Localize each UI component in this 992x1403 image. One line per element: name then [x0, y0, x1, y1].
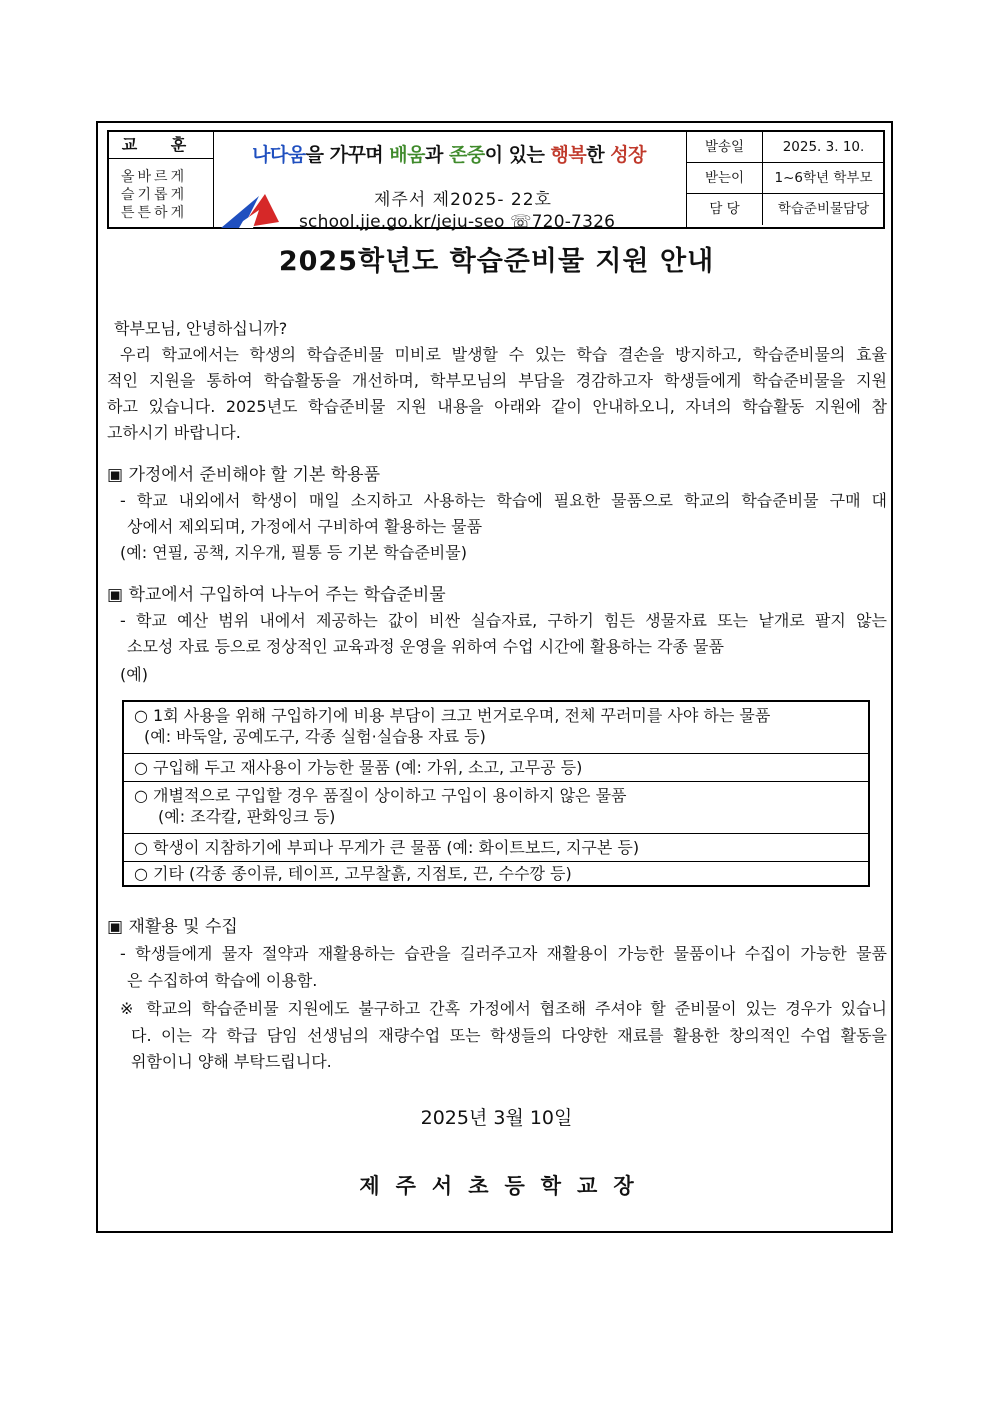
- notice-text: 다. 이는 각 학급 담임 선생님의 재량수업 또는 학생들의 다양한 재료를 활용한 창의적인 수업 활동을: [131, 1026, 887, 1045]
- issue-date: 2025년 3월 10일: [420, 1107, 573, 1129]
- example-row: [124, 862, 868, 885]
- section-heading-recycling: ▣ 재활용 및 수집: [107, 917, 238, 937]
- meta-key: 받는이: [687, 163, 763, 193]
- section-text: 상에서 제외되며, 가정에서 구비하여 활용하는 물품: [127, 517, 483, 536]
- intro-line: 하고 있습니다. 2025년도 학습준비물 지원 내용을 아래와 같이 안내하오니, 자녀의 학습활동 지원에 참: [107, 397, 887, 416]
- intro-line: 고하시기 바랍니다.: [107, 423, 241, 442]
- intro-line: 우리 학교에서는 학생의 학습준비물 미비로 발생할 수 있는 학습 결손을 방지하고, 학습준비물의 효율: [120, 345, 887, 364]
- meta-row-manager: [687, 194, 884, 225]
- example-text: ○ 학생이 지참하기에 부피나 무게가 큰 물품 (예: 화이트보드, 지구본 등): [134, 838, 640, 857]
- meta-value: 학습준비물담당: [777, 201, 870, 217]
- meta-value: 2025. 3. 10.: [782, 139, 865, 155]
- examples-box: [122, 700, 870, 887]
- meta-table: [686, 132, 884, 227]
- example-subtext: (예: 조각칼, 판화잉크 등): [158, 807, 336, 826]
- section-heading-school-supplies: ▣ 학교에서 구입하여 나누어 주는 학습준비물: [107, 585, 446, 605]
- example-row: [124, 834, 868, 862]
- section-text: (예): [120, 665, 148, 684]
- school-logo-icon: [219, 190, 281, 230]
- slogan-part: 배움: [389, 144, 425, 166]
- slogan-part: 성장: [610, 144, 646, 166]
- slogan-part: 행복: [550, 144, 587, 166]
- example-text: ○ 1회 사용을 위해 구입하기에 비용 부담이 크고 번거로우며, 전체 꾸러미를 사야 하는 물품: [134, 706, 771, 725]
- meta-key: 발송일: [687, 132, 763, 162]
- section-text: 은 수집하여 학습에 이용함.: [127, 971, 318, 990]
- school-slogan: [214, 140, 684, 167]
- intro-line: 적인 지원을 통하여 학습활동을 개선하며, 학부모님의 부담을 경감하고자 학생들에게 학습준비물을 지원: [107, 371, 887, 390]
- section-heading-home-supplies: ▣ 가정에서 준비해야 할 기본 학용품: [107, 465, 380, 485]
- example-subtext: (예: 바둑알, 공예도구, 각종 실험·실습용 자료 등): [144, 727, 486, 746]
- motto-title: 교 훈: [109, 132, 214, 159]
- example-text: ○ 구입해 두고 재사용이 가능한 물품 (예: 가위, 소고, 고무공 등): [134, 758, 583, 777]
- meta-row-recipient: [687, 163, 884, 194]
- example-row: [124, 702, 868, 754]
- slogan-part: 을 가꾸며: [305, 144, 390, 166]
- meta-key: 담 당: [687, 194, 763, 225]
- slogan-part: 한: [586, 144, 611, 166]
- section-text: - 학교 예산 범위 내에서 제공하는 값이 비싼 실습자료, 구하기 힘든 생물자료 또는 낱개로 팔지 않는: [120, 611, 887, 630]
- notice-text: 위함이니 양해 부탁드립니다.: [131, 1052, 332, 1071]
- document-title: 2025학년도 학습준비물 지원 안내: [278, 246, 715, 277]
- motto-line: 올바르게: [121, 169, 188, 185]
- meta-row-date: [687, 132, 884, 163]
- example-row: [124, 754, 868, 782]
- section-text: - 학생들에게 물자 절약과 재활용하는 습관을 길러주고자 재활용이 가능한 물품이나 수집이 가능한 물품: [120, 944, 887, 963]
- document-number: 제주서 제2025- 22호: [374, 190, 552, 210]
- motto-line: 슬기롭게: [121, 187, 188, 203]
- motto-text: [109, 159, 214, 227]
- letter-header: [107, 130, 885, 232]
- notice-text: ※ 학교의 학습준비물 지원에도 불구하고 간혹 가정에서 협조해 주셔야 할 준비물이 있는 경우가 있습니: [120, 999, 887, 1018]
- example-text: ○ 개별적으로 구입할 경우 품질이 상이하고 구입이 용이하지 않은 물품: [134, 786, 627, 805]
- slogan-part: 과: [425, 144, 449, 166]
- slogan-part: 나다움: [252, 144, 306, 166]
- example-row: [124, 782, 868, 834]
- section-text: 소모성 자료 등으로 정상적인 교육과정 운영을 위하여 수업 시간에 활용하는 각종 물품: [127, 637, 724, 656]
- school-url-phone: school.jje.go.kr/jeju-seo ☏720-7326: [299, 212, 616, 232]
- greeting: 학부모님, 안녕하십니까?: [114, 319, 288, 338]
- meta-value: 1~6학년 학부모: [774, 170, 873, 186]
- slogan-part: 이 있는: [484, 144, 551, 166]
- motto-line: 튼튼하게: [121, 205, 188, 221]
- example-text: ○ 기타 (각종 종이류, 테이프, 고무찰흙, 지점토, 끈, 수수깡 등): [134, 864, 572, 883]
- section-text: (예: 연필, 공책, 지우개, 필통 등 기본 학습준비물): [120, 543, 467, 562]
- principal-signature: 제주서초등학교장: [359, 1174, 650, 1198]
- slogan-part: 존중: [448, 144, 485, 166]
- document-frame: [96, 121, 893, 1233]
- section-text: - 학교 내외에서 학생이 매일 소지하고 사용하는 학습에 필요한 물품으로 학교의 학습준비물 구매 대: [120, 491, 887, 510]
